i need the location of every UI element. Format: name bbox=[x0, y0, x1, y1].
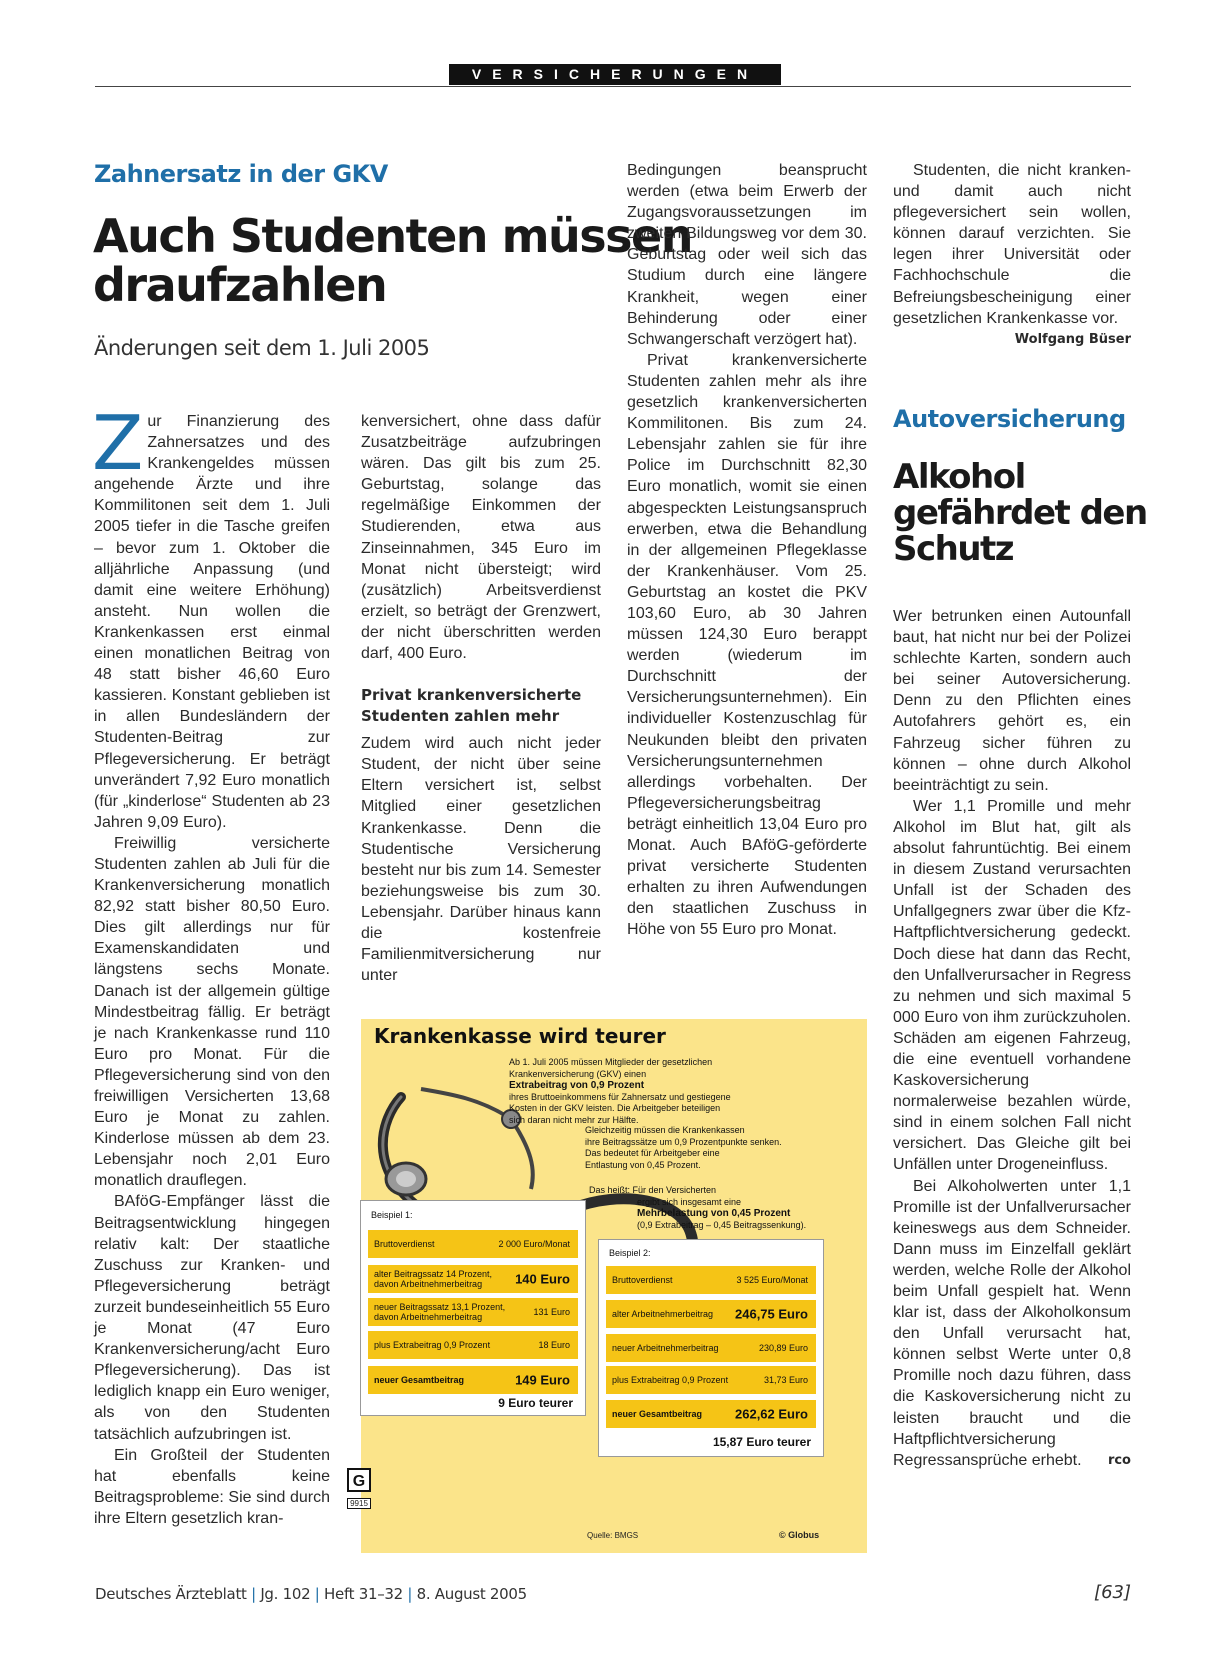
author-byline: Wolfgang Büser bbox=[1014, 331, 1131, 347]
row-label: neuer Arbeitnehmerbeitrag bbox=[612, 1343, 719, 1353]
article1-column-2 bbox=[361, 411, 601, 986]
row-value: 31,73 Euro bbox=[763, 1375, 808, 1385]
infographic bbox=[350, 1019, 867, 1553]
globus-logo bbox=[347, 1468, 371, 1506]
row-label: neuer Gesamtbeitrag bbox=[612, 1409, 703, 1419]
paragraph-text: Bei Alkoholwerten unter 1,1 Promille ist der Unfallverursacher keineswegs aus dem Schneider. Dann muss im Einzelfall geklärt werden, welche Rolle der Alkohol beim Unfall gespielt hat. Wenn klar ist, dass der Alkoholkonsum den Unfall verursacht hat, können selbst Werte unter 0,8 Promille noch dazu führen, dass die Kaskoversicherung nicht zu leisten braucht und die Haftpflichtversicherung Regressansprüche erhebt. bbox=[893, 1177, 1131, 1469]
subheading: Privat krankenversicherte Studenten zahlen mehr bbox=[361, 686, 582, 726]
text-line: ihre Beitragssätze um 0,9 Prozentpunkte senken. bbox=[585, 1136, 782, 1147]
example-footer: 15,87 Euro teurer bbox=[712, 1435, 811, 1449]
issue-date: 8. August 2005 bbox=[416, 1585, 527, 1603]
journal-issue: Heft 31–32 bbox=[324, 1585, 403, 1603]
text-line: Krankenversicherung (GKV) einen bbox=[509, 1068, 647, 1079]
example-row bbox=[368, 1331, 578, 1359]
paragraph bbox=[893, 160, 1131, 347]
example-row bbox=[368, 1366, 578, 1394]
row-label: neuer Gesamtbeitrag bbox=[374, 1375, 465, 1385]
example-row bbox=[606, 1400, 816, 1428]
graphic-source: Quelle: BMGS bbox=[587, 1531, 639, 1540]
example-1-box bbox=[360, 1200, 586, 1416]
example-footer: 9 Euro teurer bbox=[498, 1396, 573, 1410]
text-line: Gleichzeitig müssen die Krankenkassen bbox=[585, 1125, 745, 1135]
globus-g-icon bbox=[347, 1468, 371, 1492]
headline-line: Alkohol bbox=[893, 457, 1025, 497]
paragraph: Wer 1,1 Promille und mehr Alkohol im Blut hat, gilt als absolut fahruntüchtig. Bei einem in diesem Zustand verursachten Unfall ist der Schaden des Unfallgegners zwar über die Kfz-Haftpflichtversicherung gedeckt. Doch diese hat dann das Recht, den Unfallverursacher in Regress zu nehmen und sich maximal 5 000 Euro von ihm zurückzuholen. Schäden am eigenen Fahrzeug, die eine eventuell vorhandene Kaskoversicherung normalerweise bezahlen würde, sind in einem solchen Fall nicht versichert. Das Gleiche gilt bei Unfällen unter Drogeneinfluss. bbox=[893, 797, 1131, 1174]
paragraph: BAföG-Empfänger lässt die Beitragsentwicklung hingegen relativ kalt: Der staatliche Zuschuss zur Kranken- und Pflegeversicherung beträgt zurzeit bundeseinheitlich 55 Euro je Monat (47 Euro Krankenversicherung/acht Euro Pflegeversicherung). Das ist lediglich knapp ein Euro weniger, als von den Studenten tatsächlich aufzubringen ist. bbox=[94, 1193, 330, 1443]
paragraph bbox=[92, 399, 330, 833]
row-value: 149 Euro bbox=[515, 1372, 570, 1388]
article1-headline bbox=[93, 209, 692, 312]
example-row bbox=[368, 1230, 578, 1258]
journal-volume: Jg. 102 bbox=[260, 1585, 311, 1603]
text-line bbox=[589, 1208, 806, 1220]
text-line: Ab 1. Juli 2005 müssen Mitglieder der gesetzlichen bbox=[509, 1057, 713, 1067]
text-line: Das bedeutet für Arbeitgeber eine bbox=[585, 1148, 720, 1158]
row-label: plus Extrabeitrag 0,9 Prozent bbox=[612, 1375, 729, 1385]
article1-column-1 bbox=[92, 399, 330, 1529]
row-label: neuer Beitragssatz 13,1 Prozent, davon Arbeitnehmerbeitrag bbox=[374, 1302, 506, 1322]
paragraph: Privat krankenversicherte Studenten zahlen mehr als ihre gesetzlich krankenversicherten Kommilitonen. Bis zum 24. Lebensjahr zahlen sie für ihre Police im Durchschnitt 82,30 Euro monatlich, womit sie einen abgespeckten Leistungsanspruch erwerben, etwa die Behandlung in der allgemeinen Pflegeklasse der Krankenhäuser. Vom 25. Geburtstag an kostet die PKV 103,60 Euro, ab 30 Jahren müssen 124,30 Euro berappt werden (wiederum im Durchschnitt der Versicherungsunternehmen). Ein individueller Kostenzuschlag für Neukunden bleibt den privaten Versicherungsunternehmen allerdings vorbehalten. Der Pflegeversicherungsbeitrag beträgt einheitlich 13,04 Euro pro Monat. Auch BAföG-geförderte privat versicherte Studenten erhalten zu ihren Aufwendungen den staatlichen Zuschuss in Höhe von 55 Euro pro Monat. bbox=[627, 351, 867, 939]
example-row bbox=[606, 1366, 816, 1394]
headline-line: Auch Studenten müssen bbox=[93, 209, 692, 263]
row-value: 230,89 Euro bbox=[758, 1343, 808, 1353]
article1-deck: Änderungen seit dem 1. Juli 2005 bbox=[94, 336, 430, 360]
example-heading: Beispiel 1: bbox=[371, 1210, 413, 1220]
example-row bbox=[606, 1334, 816, 1362]
example-row bbox=[368, 1265, 578, 1293]
example-heading: Beispiel 2: bbox=[609, 1248, 651, 1258]
row-label: alter Arbeitnehmerbeitrag bbox=[612, 1309, 714, 1319]
emphasis: Extrabeitrag von 0,9 Prozent bbox=[509, 1080, 645, 1091]
section-rubric: VERSICHERUNGEN bbox=[449, 64, 781, 85]
text-line: Entlastung von 0,45 Prozent. bbox=[585, 1159, 701, 1170]
text-line: (0,9 Extrabeitrag – 0,45 Beitragssenkung). bbox=[637, 1219, 807, 1230]
text-line: sich daran nicht mehr zur Hälfte. bbox=[509, 1114, 639, 1125]
row-label: alter Beitragssatz 14 Prozent, davon Arbeitnehmerbeitrag bbox=[374, 1269, 493, 1289]
text-line: Kosten in der GKV leisten. Die Arbeitgeber beteiligen bbox=[509, 1103, 721, 1113]
row-value: 2 000 Euro/Monat bbox=[498, 1239, 570, 1249]
page-footer: Deutsches Ärzteblatt | Jg. 102 | Heft 31–32 | 8. August 2005 bbox=[95, 1585, 527, 1603]
emphasis: Mehrbelastung von 0,45 Prozent bbox=[637, 1208, 791, 1219]
example-row bbox=[606, 1300, 816, 1328]
paragraph: Wer betrunken einen Autounfall baut, hat nicht nur bei der Polizei schlechte Karten, sondern auch bei seiner Autoversicherung. Denn zu den Pflichten eines Autofahrers gehört es, ein Fahrzeug sicher führen zu können – ohne durch Alkohol beeinträchtigt zu sein. bbox=[893, 608, 1131, 794]
rubric-rule bbox=[95, 86, 1131, 87]
paragraph: Freiwillig versicherte Studenten zahlen ab Juli für die Krankenversicherung monatlich 82,92 statt bisher 80,50 Euro. Dies gilt allerdings nur für Examenskandidaten und längstens sechs Monate. Danach ist der allgemein gültige Mindestbeitrag fällig. Er beträgt je nach Krankenkasse rund 110 Euro pro Monat. Für die Pflegeversicherung sind von den freiwilligen Versicherten 13,68 Euro je Monat zu zahlen. Kinderlose müssen ab dem 23. Lebensjahr noch 2,01 Euro monatlich drauflegen. bbox=[94, 834, 330, 1190]
text-line: ergibt sich insgesamt eine bbox=[637, 1196, 742, 1207]
drop-cap: Z bbox=[92, 399, 144, 487]
paragraph: Bedingungen beansprucht werden (etwa beim Erwerb der Zugangsvoraussetzungen im zweiten Bildungsweg vor dem 30. Geburtstag oder weil sich das Studium durch eine längere Krankheit, wegen einer Behinderung oder einer Schwangerschaft verzögert hat). bbox=[627, 162, 867, 348]
headline-line: Schutz bbox=[893, 529, 1014, 569]
article2-headline bbox=[893, 459, 1147, 567]
author-byline: rco bbox=[1107, 1452, 1131, 1468]
text-line bbox=[509, 1080, 731, 1092]
paragraph: Ein Großteil der Studenten hat ebenfalls keine Beitragsprobleme: Sie sind durch ihre Eltern gesetzlich kran- bbox=[94, 1446, 330, 1527]
mid-text bbox=[585, 1125, 782, 1171]
headline-line: draufzahlen bbox=[93, 258, 387, 312]
row-value: 140 Euro bbox=[515, 1271, 570, 1287]
graphic-credit: © Globus bbox=[779, 1530, 820, 1540]
article1-column-3 bbox=[627, 160, 867, 940]
article2-kicker: Autoversicherung bbox=[893, 405, 1126, 433]
infographic-title: Krankenkasse wird teurer bbox=[374, 1024, 666, 1048]
row-label: Bruttoverdienst bbox=[374, 1239, 435, 1249]
text-line: Das heißt: Für den Versicherten bbox=[589, 1185, 717, 1195]
result-text bbox=[589, 1185, 806, 1231]
article1-kicker: Zahnersatz in der GKV bbox=[94, 160, 388, 188]
example-2-box bbox=[598, 1239, 824, 1457]
row-value: 18 Euro bbox=[538, 1340, 570, 1350]
page-number: [63] bbox=[1094, 1582, 1131, 1603]
row-value: 131 Euro bbox=[533, 1307, 570, 1317]
paragraph-text: Studenten, die nicht kranken- und damit auch nicht pflegeversichert sein wollen, können darauf verzichten. Sie legen ihrer Universität oder Fachhochschule die Befreiungsbescheinigung einer gesetzlichen Krankenkasse vor. bbox=[893, 162, 1131, 327]
paragraph bbox=[893, 1176, 1131, 1471]
article2-body bbox=[893, 606, 1131, 1471]
example-row bbox=[606, 1266, 816, 1294]
paragraph: kenversichert, ohne dass dafür Zusatzbeiträge aufzubringen wären. Das gilt bis zum 25. Geburtstag, solange das regelmäßige Einkommen der Studierenden, etwa aus Zinseinnahmen, 345 Euro im Monat nicht übersteigt; wird (zusätzlich) Arbeitsverdienst erzielt, so beträgt der Grenzwert, der nicht überschritten werden darf, 400 Euro. bbox=[361, 413, 601, 663]
row-value: 3 525 Euro/Monat bbox=[736, 1275, 808, 1285]
graphic-number: 9915 bbox=[347, 1498, 371, 1509]
row-label: Bruttoverdienst bbox=[612, 1275, 673, 1285]
svg-text:G: G bbox=[352, 1473, 366, 1490]
paragraph: Zudem wird auch nicht jeder Student, der nicht über seine Eltern versichert ist, selbst Mitglied einer gesetzlichen Krankenkasse. Denn die Studentische Versicherung besteht nur bis zum 14. Semester beziehungsweise bis zum 30. Lebensjahr. Darüber hinaus kann die kostenfreie Familienmitversicherung nur unter bbox=[361, 735, 601, 985]
headline-line: gefährdet den bbox=[893, 493, 1147, 533]
row-value: 246,75 Euro bbox=[735, 1306, 808, 1322]
paragraph-text: ur Finanzierung des Zahnersatzes und des Krankengeldes müssen angehende Ärzte und ihre Kommilitonen seit dem 1. Juli 2005 tiefer in die Tasche greifen – bevor zum 1. Oktober die alljährliche Anpassung (und damit eine weitere Erhöhung) ansteht. Nun wollen die Krankenkassen erst einmal einen monatlichen Beitrag von 48 statt bisher 46,60 Euro kassieren. Konstant geblieben ist in allen Bundesländern der Studenten-Beitrag zur Pflegeversicherung. Er beträgt unverändert 7,92 Euro monatlich (für „kinderlose“ Studenten ab 23 Jahren 9,09 Euro). bbox=[94, 413, 330, 831]
example-row bbox=[368, 1298, 578, 1326]
text-line: ihres Bruttoeinkommens für Zahnersatz und gestiegene bbox=[509, 1091, 731, 1102]
intro-text bbox=[509, 1057, 731, 1126]
row-label: plus Extrabeitrag 0,9 Prozent bbox=[374, 1340, 491, 1350]
article1-column-4 bbox=[893, 160, 1131, 350]
journal-name: Deutsches Ärzteblatt bbox=[95, 1585, 247, 1603]
row-value: 262,62 Euro bbox=[735, 1406, 808, 1422]
